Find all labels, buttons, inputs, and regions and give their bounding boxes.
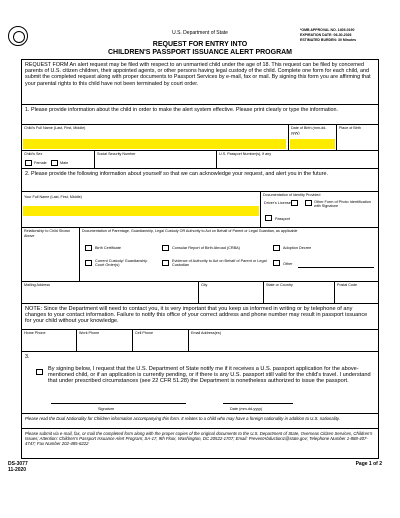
birth-certificate-label: Birth Certificate [95, 246, 121, 250]
intro-lead: REQUEST FORM [25, 62, 69, 68]
relationship-row [22, 228, 378, 282]
consent-checkbox[interactable] [36, 369, 43, 375]
cell-phone-cell[interactable] [132, 330, 188, 351]
form-title-line1: REQUEST FOR ENTRY INTO [152, 41, 248, 48]
city-cell[interactable] [198, 282, 263, 303]
crba-checkbox[interactable] [162, 245, 169, 251]
contact-note-row [22, 304, 378, 330]
your-name-input[interactable] [23, 206, 259, 216]
adoption-decree-label: Adoption Decree [283, 246, 312, 250]
female-checkbox[interactable] [25, 160, 32, 166]
work-phone-cell[interactable] [76, 330, 132, 351]
section1-instruction: 1. Please provide information about the child in order to make the alert system effective. Please print clearly or type the information. [25, 107, 339, 113]
authority-checkbox[interactable] [162, 260, 169, 266]
child-name-row [22, 125, 378, 151]
department-name: U.S. Department of State [172, 30, 228, 36]
postal-label: Postal Code [337, 283, 358, 287]
section3-row [22, 352, 378, 414]
your-name-label: Your Full Name (Last, First, Middle) [24, 195, 82, 199]
form-number: DS-3077 [8, 461, 28, 467]
home-phone-label[interactable]: Home Phone [24, 331, 46, 335]
omb-number: *OMB APPROVAL NO. 1405-0190 [300, 28, 355, 32]
drivers-license-checkbox[interactable] [291, 200, 298, 206]
relationship-label: Relationship to Child Shown Above [24, 229, 71, 238]
omb-burden: ESTIMATED BURDEN: 30 Minutes [300, 38, 357, 42]
mailing-address-row [22, 282, 378, 304]
crba-label: Consular Report of Birth Abroad (CRBA) [172, 246, 240, 250]
mailing-address-label[interactable]: Mailing Address [24, 283, 51, 287]
passport-numbers-cell[interactable] [216, 151, 378, 168]
child-name-input[interactable] [23, 139, 286, 149]
doc-parentage-cell [79, 228, 378, 281]
other-doc-line[interactable] [298, 267, 374, 268]
other-doc-checkbox[interactable] [273, 260, 280, 266]
child-name-label: Child's Full Name (Last, First, Middle) [24, 126, 86, 130]
child-pob-label: Place of Birth [339, 126, 361, 130]
email-label: Email Address(es) [191, 331, 221, 335]
form-title-line2: CHILDREN'S PASSPORT ISSUANCE ALERT PROGRAM [107, 49, 293, 56]
doc-identity-label: Documentation of Identity Provided [263, 193, 321, 197]
female-label: Female [34, 161, 47, 165]
cell-phone-label: Cell Phone [135, 331, 154, 335]
doc-parentage-label: Documentation of Parentage, Guardianship, Legal Custody OR Authority to Act on Behalf of Parent or Legal Guardian, as applicable [82, 229, 298, 233]
intro-section [22, 60, 378, 105]
date-label: Date (mm-dd-yyyy) [230, 407, 263, 411]
ssn-label: Social Security Number [97, 152, 136, 156]
child-dob-cell [288, 125, 336, 150]
custody-order-label: Current Custody/ Guardianship Court Order(s) [95, 259, 148, 268]
state-cell[interactable] [263, 282, 334, 303]
email-cell[interactable] [188, 330, 378, 351]
form-footer-id [8, 461, 28, 473]
submission-note: Please submit via e-mail, fax, or mail the completed form along with the proper copies of the original documents to the U.S. Department of State, Overseas Citizen Services, Children's Issues; Attention: Children's Passport Issuance Alert Program; SA-17, 9th Floor, Washington, DC 20522-1707; Email: PreventAbduction1@state.gov; Telephone Number 1-888-407-4747; Fax Number 202-485-6222 [25, 431, 373, 446]
contact-note: NOTE: Since the Department will need to contact you, it is very important that you keep us informed in writing or by telephone of any changes to your contact information. Failure to notify this office of your correct address and phone number may result in passport issuance for your child without your knowledge. [25, 306, 368, 325]
drivers-license-label: Driver's License [264, 201, 291, 205]
date-line[interactable] [223, 403, 293, 404]
passport-id-checkbox[interactable] [265, 215, 272, 221]
page-number: Page 1 of 2 [355, 461, 382, 467]
city-label: City [201, 283, 208, 287]
birth-certificate-checkbox[interactable] [85, 245, 92, 251]
state-label: State or Country [266, 283, 293, 287]
custody-order-checkbox[interactable] [85, 260, 92, 266]
male-label: Male [60, 161, 69, 165]
intro-body: An alert request may be filed with respect to an unmarried child under the age of 18. This request can be filed by concerned parents of U.S. citizen children, their appointed agents, or other persons having legal custody of the child. Complete one form for each child, and submit the completed request along with proper documents to Passport Services by e-mail, fax or mail. By signing this form you are affirming that your parental rights to this child have not been terminated by court order. [25, 62, 371, 87]
other-photo-checkbox[interactable] [305, 200, 312, 206]
ssn-cell[interactable] [94, 151, 216, 168]
authority-label: Evidence of Authority to Act on Behalf of Parent or Legal Custodian [172, 259, 267, 268]
phone-row [22, 330, 378, 352]
consent-statement: By signing below, I request that the U.S. Department of State notify me if it receives a U.S. passport application for the above-mentioned child, or if an application is currently pending, or if there is any U.S. passport still valid for the child's travel. I understand that under prescribed circumstances (see 22 CFR 51.28) the Department is nonetheless authorized to issue the passport. [48, 366, 371, 385]
your-name-row [22, 192, 378, 228]
intro-text [22, 60, 378, 89]
omb-expiration: EXPIRATION DATE: 06-30-2026 [300, 33, 352, 37]
child-dob-label: Date of Birth (mm-dd-yyyy) [291, 126, 327, 135]
dual-nationality-row [22, 414, 378, 429]
form-body [21, 59, 379, 459]
work-phone-label: Work Phone [79, 331, 100, 335]
dual-nationality-note: Please read the Dual Nationality for Children information accompanying this form. It relates to a child who may have a foreign nationality in addition to U.S. nationality. [25, 416, 340, 421]
section1-instruction-row [22, 105, 378, 125]
passport-id-label: Passport [275, 217, 290, 221]
section2-instruction: 2. Please provide the following information about yourself so that we can acknowledge your request, and alert you in the future. [25, 171, 328, 177]
adoption-decree-checkbox[interactable] [273, 245, 280, 251]
signature-label: Signature [98, 407, 115, 411]
other-doc-label: Other [283, 262, 293, 266]
section3-number: 3. [25, 354, 30, 360]
other-photo-label: Other Form of Photo Identification with Signature [314, 200, 371, 209]
male-checkbox[interactable] [51, 160, 58, 166]
child-sex-label: Child's Sex [24, 152, 43, 156]
passport-numbers-label: U.S. Passport Number(s), if any [219, 152, 272, 156]
doc-identity-cell [260, 192, 378, 227]
child-pob-cell[interactable] [336, 125, 378, 150]
child-details-row [22, 151, 378, 169]
form-edition: 11-2020 [8, 467, 27, 473]
postal-cell[interactable] [334, 282, 378, 303]
child-dob-input[interactable] [290, 139, 335, 149]
section2-instruction-row [22, 169, 378, 192]
form-title [0, 41, 400, 57]
signature-line[interactable] [51, 403, 186, 404]
submission-row [22, 429, 378, 458]
